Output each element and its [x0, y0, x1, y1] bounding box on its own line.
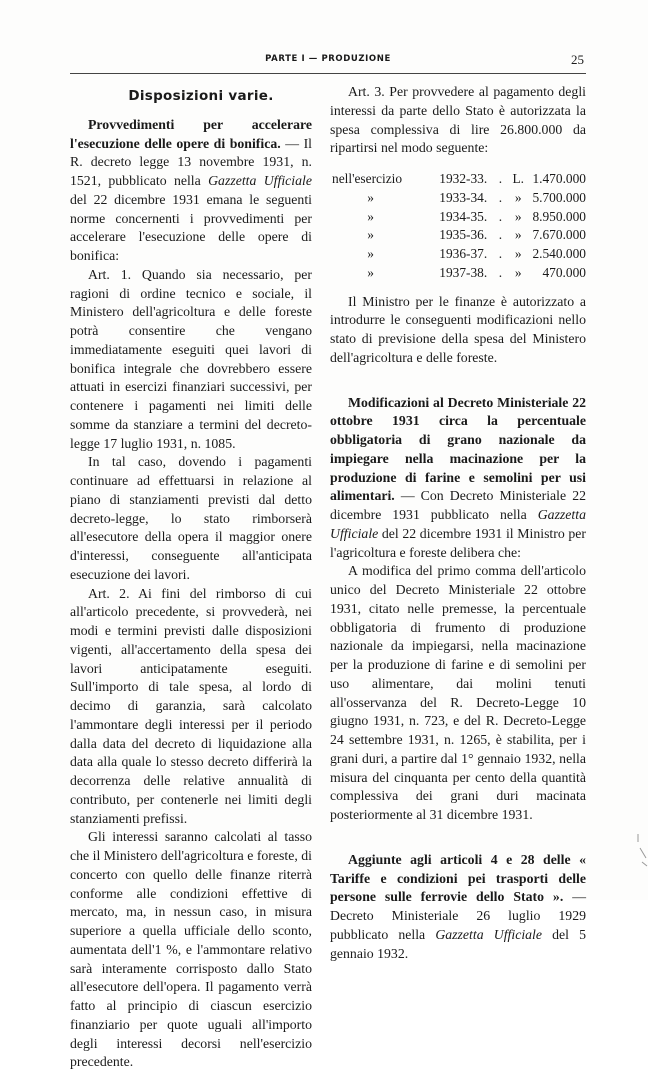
paragraph-interessi: Gli interessi saranno calcolati al tasso che il Ministero dell'agricoltura e foreste, di concerto con quello delle finanze riterrà conforme alle condizioni effettive di mercato, ma, in nessun caso, in misura superiore a quella ufficiale dello sconto, aumentata dell'1 %, e l'ammontare relativo sarà interamente corrisposto dallo Stato all'esecutore dell'opera. Il pagamento verrà fatto al principio di ciascun esercizio finanziario per quote uguali all'importo degli interessi decorsi nell'esercizio precedente.: [70, 829, 312, 1070]
article-body: del 22 dicembre 1931 il Ministro per l'agricoltura e foreste delibera che:: [330, 525, 586, 560]
paragraph-tal-caso: In tal caso, dovendo i pagamenti continuare ad effettuarsi in relazione al piano di stanziamenti previsti dal detto decreto-legge, lo stato rimborserà all'esecutore della opera il maggior onere d'interessi, conseguente all'anticipata esecuzione dei lavori.: [70, 454, 312, 582]
row-dots: .: [498, 208, 503, 224]
row-amount: 5.700.000: [532, 189, 586, 205]
row-label: »: [367, 227, 374, 243]
article-body: del 5 gennaio 1932.: [330, 926, 587, 961]
row-currency: »: [514, 227, 522, 243]
row-currency: »: [514, 189, 522, 205]
row-amount: 8.950.000: [532, 208, 586, 224]
section-gap: [330, 368, 586, 394]
row-dots: .: [498, 227, 503, 243]
table-row: [332, 208, 586, 227]
article-grano-intro: [330, 394, 586, 563]
row-label: nell'esercizio: [332, 171, 403, 186]
row-label: »: [367, 246, 374, 261]
row-dots: .: [498, 246, 503, 261]
article-body: — Il R. decreto legge 13 novembre 1931, n. 1521, pubblicato nella: [70, 135, 313, 188]
page-number: 25: [571, 52, 584, 67]
row-currency: »: [514, 246, 522, 261]
row-year: 1934-35.: [439, 208, 488, 224]
article-body: — Con Decreto Ministeriale 22 dicembre 1931 pubblicato nella: [330, 488, 586, 522]
gazette-title: Gazzetta Ufficiale: [208, 173, 312, 188]
row-amount: 7.670.000: [532, 227, 586, 243]
row-year: 1935-36.: [439, 227, 488, 243]
article-bonifica-intro: [70, 116, 312, 266]
running-title: PARTE I — PRODUZIONE: [265, 54, 391, 64]
row-label: »: [367, 264, 374, 280]
table-row: [332, 189, 586, 208]
row-currency: »: [514, 264, 522, 280]
left-column: [70, 83, 312, 1072]
right-column: [330, 83, 586, 963]
article-lead: Provvedimenti per accelerare l'esecuzione delle opere di bonifica.: [70, 116, 312, 151]
row-year: 1932-33.: [439, 171, 488, 186]
table-row: [332, 264, 586, 283]
article-lead: Modificazioni al Decreto Ministeriale 22 ottobre 1931 circa la percentuale obbligatoria di grano nazionale da impiegare nella macinazione per la produzione di farine e semolini per usi alimentari.: [330, 394, 586, 504]
table-row: [332, 226, 586, 245]
row-year: 1933-34.: [439, 189, 488, 205]
paragraph-art2: Art. 2. Ai fini del rimborso di cui all'articolo precedente, si provvederà, nei modi e termini previsti dalle disposizioni vigenti, all'accertamento della spesa dei lavori anticipatamente eseguiti. Sull'importo di tale spesa, al lordo di decimo di garanzia, sarà calcolato l'ammontare degli interessi per il periodo dalla data del decreto di liquidazione alla data alla quale lo stesso decreto differirà la decorrenza delle relative annualità di contributo, per contenerle nei limiti degli stanziamenti prefissi.: [70, 585, 312, 826]
article-lead: Aggiunte agli articoli 4 e 28 delle « Tariffe e condizioni pei trasporti delle persone sulle ferrovie dello Stato ».: [330, 851, 586, 905]
allocation-table: [332, 170, 586, 283]
row-amount: 470.000: [542, 264, 586, 280]
running-header: [70, 52, 586, 70]
scan-margin-mark: [634, 832, 648, 872]
table-row: [332, 245, 586, 264]
paragraph-art3: Art. 3. Per provvedere al pagamento degli interessi da parte dello Stato è autorizzata la spesa complessiva di lire 26.800.000 da ripartirsi nel modo seguente:: [330, 84, 586, 156]
gazette-title: Gazzetta Ufficiale: [435, 926, 543, 942]
paragraph-ministro-finanze: Il Ministro per le finanze è autorizzato a introdurre le conseguenti modificazioni nello stato di previsione della spesa del Ministero dell'agricoltura e delle foreste.: [330, 293, 586, 365]
row-dots: .: [498, 171, 503, 186]
gazette-title: Gazzetta Ufficiale: [330, 507, 586, 541]
article-body: — Decreto Ministeriale 26 luglio 1929 pubblicato nella: [330, 889, 587, 942]
row-label: »: [367, 208, 374, 224]
paragraph-art1: Art. 1. Quando sia necessario, per ragioni di ordine tecnico e sociale, il Ministero dell'agricoltura e delle foreste potrà consentire che vengano immediatamente eseguiti quei lavori di bonifica integrale che dovrebbero essere attuati in esercizi finanziari successivi, per contenere i pagamenti nei limiti delle somme da stanziare a termini del decreto-legge 17 luglio 1931, n. 1085.: [70, 266, 312, 451]
row-currency: »: [514, 208, 522, 224]
article-ferrovie: [330, 851, 586, 964]
header-rule: [70, 73, 586, 74]
row-currency: L.: [512, 171, 524, 186]
row-year: 1936-37.: [439, 246, 488, 261]
paragraph-grano-body: A modifica del primo comma dell'articolo unico del Decreto Ministeriale 22 ottobre 1931, citato nelle premesse, la percentuale obbligatoria di frumento di produzione nazionale da impiegarsi, nella macinazione per la produzione di farine e di semolini per uso alimentare, dai molini tenuti all'osservanza del R. Decreto-Legge 10 giugno 1931, n. 723, e del R. Decreto-Legge 24 settembre 1931, n. 1265, è stabilita, per i grani duri, a partire dal 1° gennaio 1932, nella misura del cinquanta per cento della quantità complessiva dei grani duri macinata posteriormente al 31 dicembre 1931.: [330, 563, 586, 822]
row-dots: .: [498, 189, 503, 205]
row-amount: 1.470.000: [532, 171, 586, 186]
row-dots: .: [498, 264, 503, 280]
article-body: del 22 dicembre 1931 emana le seguenti norme concernenti i provvedimenti per accelerare l'esecuzione delle opere di bonifica:: [70, 191, 312, 263]
section-heading: Disposizioni varie.: [128, 88, 274, 104]
table-row: [332, 170, 586, 189]
row-label: »: [367, 189, 374, 205]
row-year: 1937-38.: [439, 264, 488, 280]
row-amount: 2.540.000: [532, 246, 586, 261]
section-gap: [330, 825, 586, 851]
